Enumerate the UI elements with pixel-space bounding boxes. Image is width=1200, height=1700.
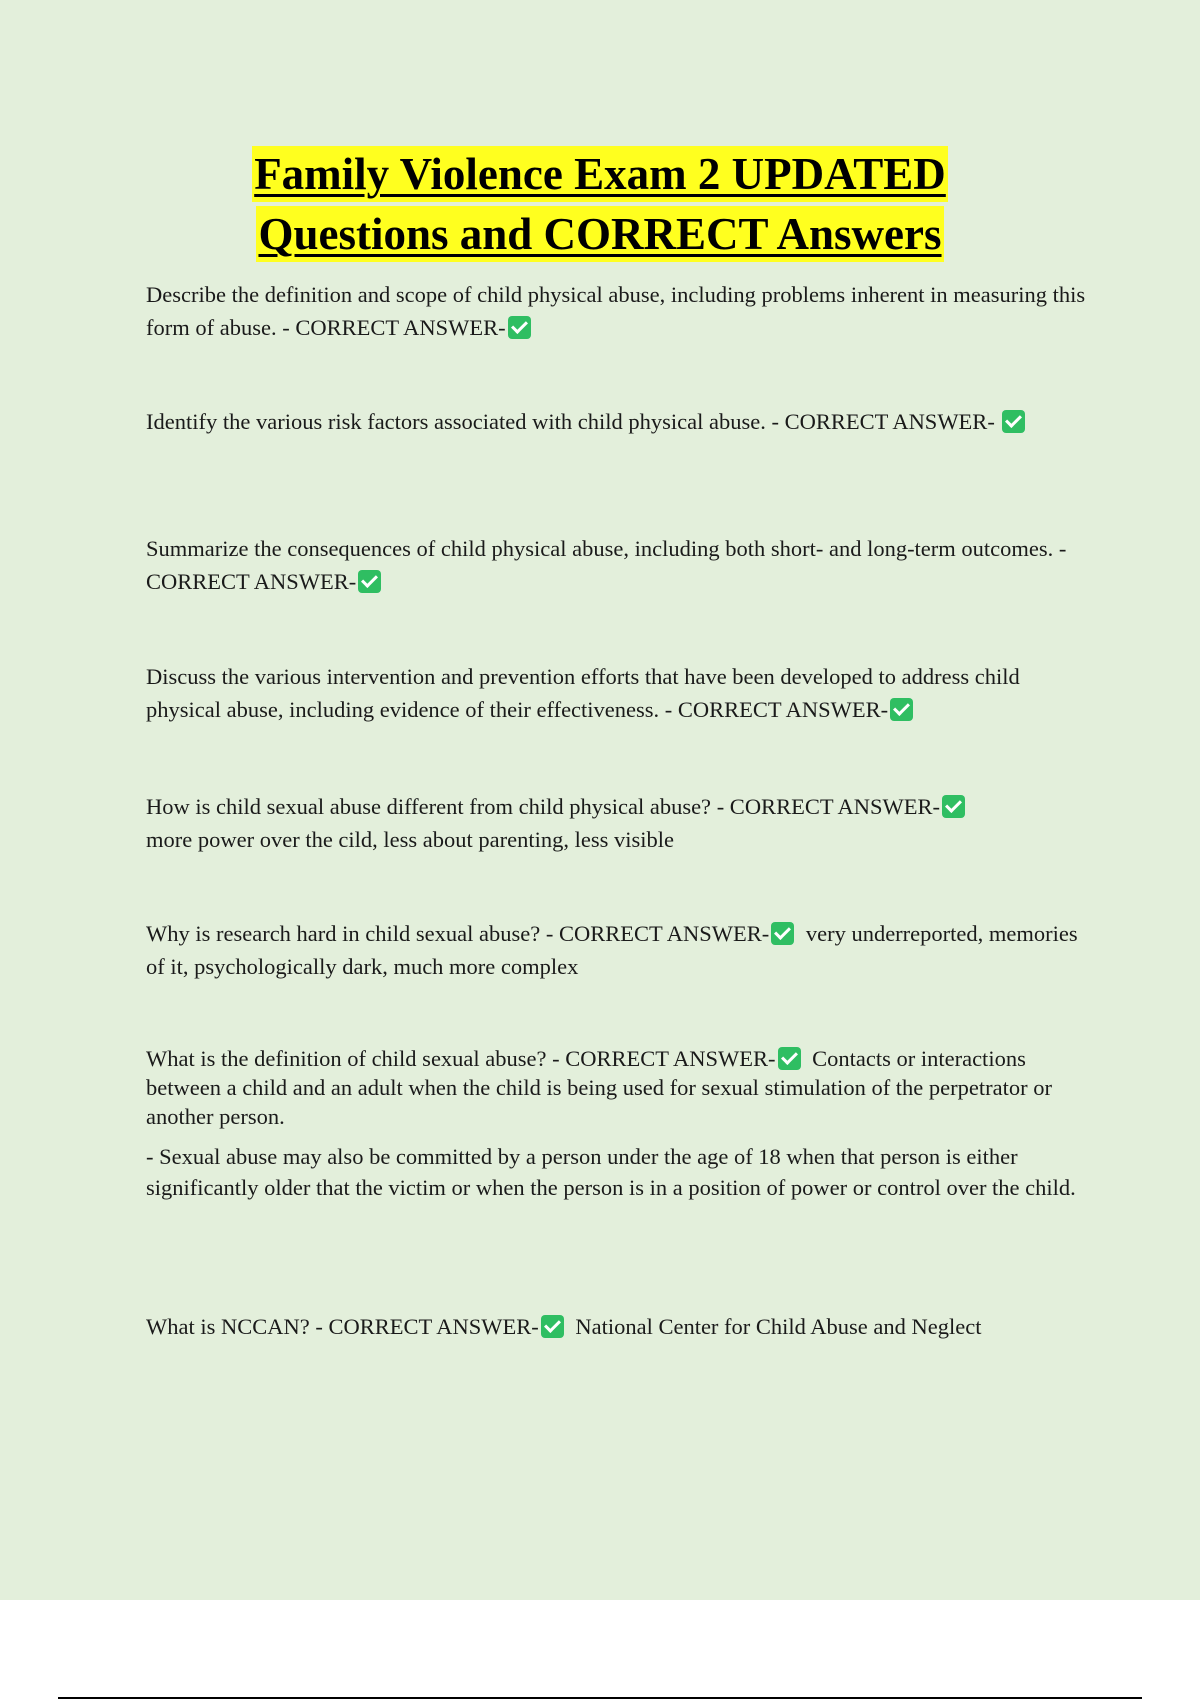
answer-text: more power over the cild, less about parenting, less visible: [146, 827, 674, 852]
question-text: What is NCCAN?: [146, 1314, 310, 1339]
green-checkbox-icon: [771, 922, 794, 945]
qa-item: [146, 790, 1086, 856]
answer-marker: - CORRECT ANSWER-: [716, 794, 941, 819]
qa-item: [146, 917, 1086, 983]
answer-marker: - CORRECT ANSWER-: [282, 315, 506, 340]
green-checkbox-icon: [1002, 410, 1025, 433]
answer-marker: - CORRECT ANSWER-: [664, 697, 889, 722]
question-text: Describe the definition and scope of child physical abuse, including problems inherent in measuring this form of abuse.: [146, 282, 1086, 340]
question-text: How is child sexual abuse different from child physical abuse?: [146, 794, 712, 819]
footer-divider: [58, 1697, 1142, 1699]
question-text: What is the definition of child sexual abuse?: [146, 1046, 547, 1071]
qa-item: [146, 1044, 1086, 1203]
qa-item: [146, 278, 1086, 344]
qa-item: [146, 405, 1086, 438]
title-line-1: Family Violence Exam 2 UPDATED: [252, 146, 948, 202]
qa-item: [146, 1310, 1086, 1343]
answer-marker: - CORRECT ANSWER-: [545, 921, 770, 946]
question-text: Discuss the various intervention and prevention efforts that have been developed to address child physical abuse, including evidence of their effectiveness.: [146, 664, 1020, 722]
answer-text: Contacts or interactions between a child and an adult when the child is being used for sexual stimulation of the perpetrator or another person.: [146, 1046, 1052, 1129]
answer-text: National Center for Child Abuse and Neglect: [575, 1314, 982, 1339]
qa-item: [146, 532, 1086, 598]
green-checkbox-icon: [890, 698, 913, 721]
answer-marker: - CORRECT ANSWER-: [146, 536, 1067, 594]
green-checkbox-icon: [508, 316, 531, 339]
answer-extra-text: - Sexual abuse may also be committed by a person under the age of 18 when that person is either significantly older that the victim or when the person is in a position of power or control over the child.: [146, 1144, 1076, 1200]
answer-marker: - CORRECT ANSWER-: [771, 409, 995, 434]
question-text: Summarize the consequences of child physical abuse, including both short- and long-term outcomes.: [146, 536, 1054, 561]
answer-marker: - CORRECT ANSWER-: [315, 1314, 539, 1339]
green-checkbox-icon: [541, 1315, 564, 1338]
title-line-2: Questions and CORRECT Answers: [256, 206, 943, 262]
green-checkbox-icon: [358, 570, 381, 593]
green-checkbox-icon: [778, 1047, 801, 1070]
question-text: Identify the various risk factors associated with child physical abuse.: [146, 409, 766, 434]
document-title: [0, 146, 1200, 262]
green-checkbox-icon: [942, 795, 965, 818]
question-text: Why is research hard in child sexual abuse?: [146, 921, 541, 946]
qa-item: [146, 660, 1086, 726]
answer-marker: - CORRECT ANSWER-: [552, 1046, 776, 1071]
answer-text: very underreported, memories of it, psychologically dark, much more complex: [146, 921, 1078, 979]
